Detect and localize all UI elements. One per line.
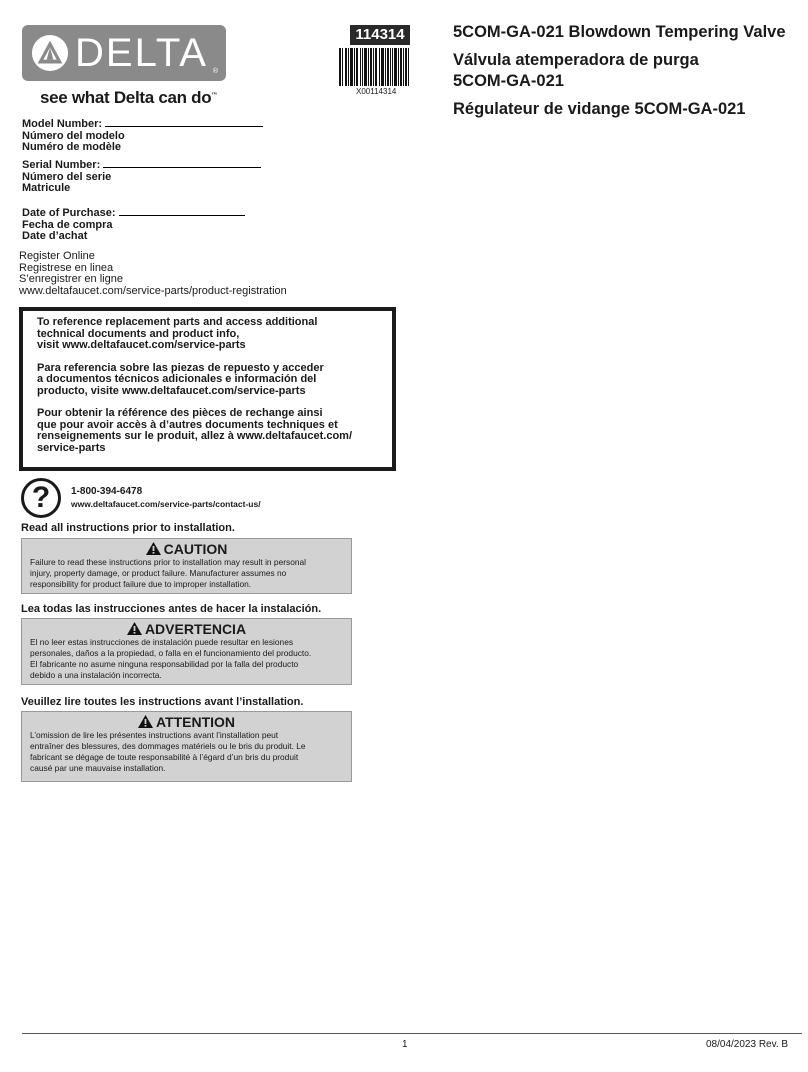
- advertencia-box: [21, 618, 352, 685]
- barcode-number: X00114314: [356, 87, 397, 96]
- delta-logo-icon: [31, 34, 69, 72]
- caution-box: [21, 538, 352, 594]
- page-number: 1: [402, 1039, 408, 1050]
- attention-box: [21, 711, 352, 782]
- footer-divider: [22, 1033, 802, 1034]
- purchase-date-field: [22, 205, 245, 243]
- reference-english: To reference replacement parts and access additional technical documents and product info, visit www.deltafaucet.com/service-parts: [37, 316, 318, 351]
- service-parts-link-es[interactable]: producto, visite www.deltafaucet.com/service-parts: [37, 384, 306, 397]
- model-input-line[interactable]: [105, 116, 263, 127]
- title-spanish-1: Válvula atemperadora de purga: [453, 51, 699, 69]
- phone-number[interactable]: 1-800-394-6478: [71, 486, 143, 497]
- read-instructions-fr: Veuillez lire toutes les instructions avant l’installation.: [21, 696, 304, 708]
- brand-name: DELTA: [75, 30, 208, 75]
- service-parts-link-en[interactable]: visit www.deltafaucet.com/service-parts: [37, 339, 246, 351]
- advertencia-heading: ADVERTENCIA: [144, 621, 247, 637]
- reference-box: [19, 307, 396, 471]
- delta-logo: [22, 25, 226, 81]
- read-instructions-es: Lea todas las instrucciones antes de hacer la instalación.: [21, 603, 322, 615]
- warning-icon: [138, 715, 153, 728]
- serial-label-en: Serial Number:: [22, 159, 101, 171]
- serial-input-line[interactable]: [103, 157, 261, 168]
- service-parts-link-fr[interactable]: renseignements sur le produit, allez à www.deltafaucet.com/: [37, 430, 353, 442]
- product-code: 114314: [350, 25, 410, 45]
- title-french: Régulateur de vidange 5COM-GA-021: [453, 100, 746, 118]
- brand-tagline: [40, 88, 217, 108]
- reference-spanish: Para referencia sobre las piezas de repuesto y acceder a documentos técnicos adicionales e información del producto, visite www.deltafaucet.com/service-parts: [37, 361, 324, 397]
- model-label-es: Número del modelo: [22, 129, 125, 142]
- title-spanish-2: 5COM-GA-021: [453, 72, 564, 90]
- register-line-es: Registrese en linea: [19, 261, 114, 274]
- barcode-icon: [339, 48, 409, 86]
- register-online: [19, 251, 287, 297]
- reference-french: Pour obtenir la référence des pièces de rechange ainsi que pour avoir accès à d’autres documents techniques et renseignements sur le produit, allez à www.deltafaucet.com/ service-parts: [37, 407, 353, 454]
- serial-label-fr: Matricule: [22, 182, 71, 194]
- date-label-es: Fecha de compra: [22, 218, 113, 231]
- date-label-fr: Date d’achat: [22, 230, 88, 242]
- registration-link[interactable]: www.deltafaucet.com/service-parts/product-registration: [19, 284, 287, 297]
- warning-icon: [146, 542, 161, 555]
- advertencia-text: El no leer estas instrucciones de instalación puede resultar en lesiones personales, daños a la propiedad, o falla en el funcionamiento del producto. El fabricante no asume ninguna responsabilidad por la falla del producto debido a una instalación incorrecta.: [30, 637, 312, 680]
- date-input-line[interactable]: [119, 205, 245, 216]
- title-english: 5COM-GA-021 Blowdown Tempering Valve: [453, 23, 786, 41]
- date-label-en: Date of Purchase:: [22, 207, 116, 219]
- warning-icon: [127, 622, 142, 635]
- model-label-fr: Numéro de modèle: [22, 141, 122, 153]
- caution-heading: CAUTION: [163, 541, 228, 557]
- registered-mark: ®: [212, 68, 218, 75]
- question-icon: ?: [21, 478, 61, 518]
- attention-heading: ATTENTION: [155, 714, 236, 730]
- model-number-field: [22, 116, 263, 154]
- trademark-mark: ™: [211, 92, 218, 99]
- register-line-en: Register Online: [19, 250, 95, 262]
- tagline-text: see what Delta can do: [40, 88, 212, 107]
- model-label-en: Model Number:: [22, 118, 103, 130]
- attention-text: L’omission de lire les présentes instructions avant l’installation peut entraîner des blessures, des dommages matériels ou le bris du produit. Le fabricant se dégage de toute responsabilité à l’égard d’un bris du produit causé par une mauvaise installation.: [30, 730, 306, 773]
- contact-link[interactable]: www.deltafaucet.com/service-parts/contact-us/: [71, 499, 261, 509]
- serial-number-field: [22, 157, 261, 195]
- register-line-fr: S’enregistrer en ligne: [19, 273, 123, 285]
- caution-text: Failure to read these instructions prior to installation may result in personal injury, property damage, or product failure. Manufacturer assumes no responsibility for product failure due to improper installation.: [30, 557, 307, 589]
- revision-date: 08/04/2023 Rev. B: [706, 1039, 789, 1050]
- read-instructions-en: Read all instructions prior to installation.: [21, 522, 235, 534]
- serial-label-es: Número del serie: [22, 170, 112, 183]
